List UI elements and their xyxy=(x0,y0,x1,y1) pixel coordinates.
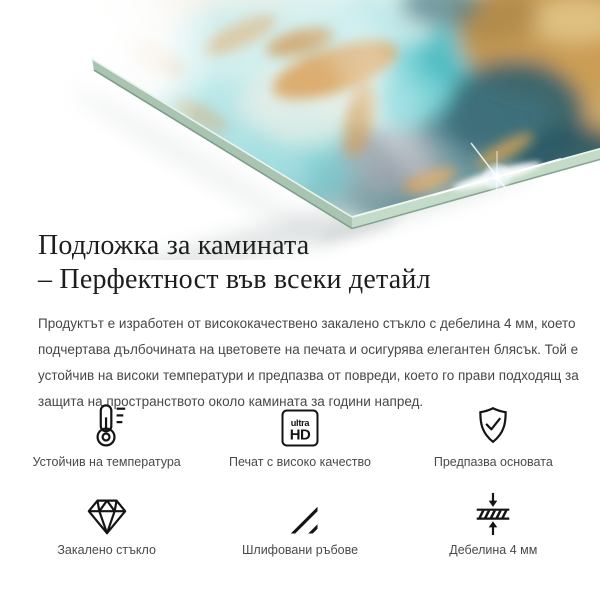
feature-thickness xyxy=(397,487,590,558)
diamond-icon xyxy=(84,487,130,537)
ultra-hd-icon xyxy=(279,399,321,449)
page-title-line2: – Перфектност във всеки детайл xyxy=(38,264,431,295)
feature-polished-edges xyxy=(203,487,396,558)
feature-label: Дебелина 4 мм xyxy=(449,543,538,557)
page-title xyxy=(38,229,431,297)
feature-label: Предпазва основата xyxy=(433,455,553,469)
product-description: Продуктът е изработен от висококачествено закалено стъкло с дебелина 4 мм, което подчертава дълбочината на цветовете на печата и осигурява елегантен блясък. Той е устойчив на високи температури и предпазва от повреди, което го прави подходящ за защита на пространството около камината за години напред. xyxy=(38,316,579,409)
product-hero-image xyxy=(0,0,600,260)
thermometer-icon xyxy=(84,399,130,449)
thickness-icon xyxy=(470,487,516,537)
ultra-hd-icon-text-top: ultra xyxy=(290,417,310,428)
feature-label: Шлифовани ръбове xyxy=(241,543,359,557)
ultra-hd-icon-text-bottom: HD xyxy=(289,427,311,444)
feature-label: Печат с високо качество xyxy=(229,455,371,469)
feature-label: Закалено стъкло xyxy=(57,543,156,557)
shield-check-icon xyxy=(470,399,516,449)
feature-temperature xyxy=(10,399,203,470)
feature-label: Устойчив на температура xyxy=(32,455,181,469)
feature-protects-base xyxy=(397,399,590,470)
feature-print-quality xyxy=(203,399,396,470)
features-grid xyxy=(10,399,590,558)
polished-edges-icon xyxy=(279,487,321,537)
feature-tempered-glass xyxy=(10,487,203,558)
page-title-line1: Подложка за камината xyxy=(38,230,310,261)
